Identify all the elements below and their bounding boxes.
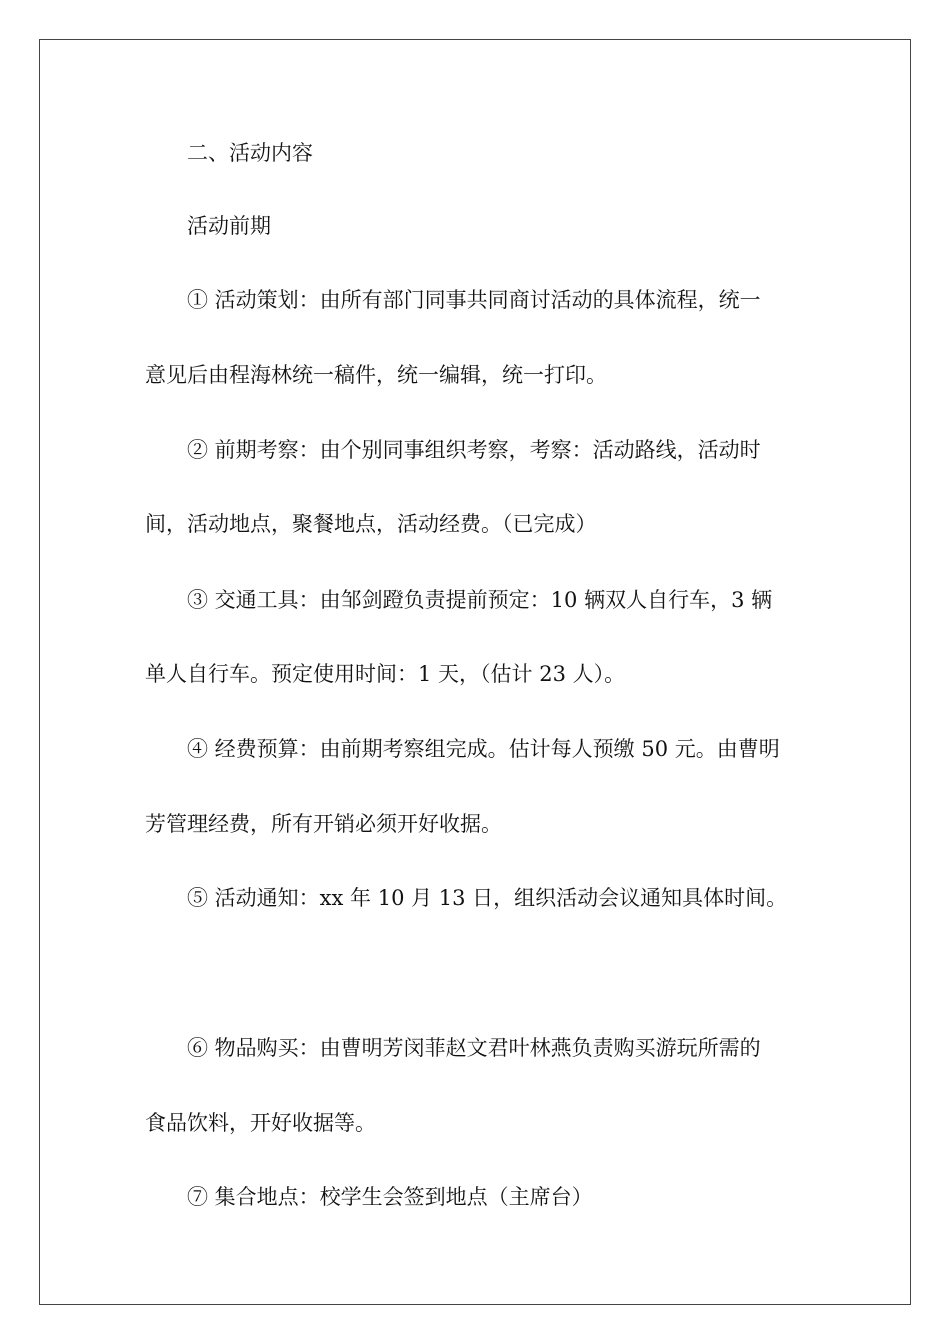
paragraph-line: 单人自行车。预定使用时间：1 天，（估计 23 人）。 xyxy=(145,662,626,686)
paragraph-line: ① 活动策划：由所有部门同事共同商讨活动的具体流程，统一 xyxy=(187,288,761,312)
paragraph-line: 食品饮料，开好收据等。 xyxy=(145,1111,376,1135)
paragraph-line: 意见后由程海林统一稿件，统一编辑，统一打印。 xyxy=(145,363,607,387)
paragraph-line: 芳管理经费，所有开销必须开好收据。 xyxy=(145,812,502,836)
paragraph-line: ⑥ 物品购买：由曹明芳闵菲赵文君叶林燕负责购买游玩所需的 xyxy=(187,1036,761,1060)
section-heading: 二、活动内容 xyxy=(187,141,313,165)
paragraph-line: 间，活动地点，聚餐地点，活动经费。（已完成） xyxy=(145,512,597,536)
subsection-heading: 活动前期 xyxy=(187,214,271,238)
paragraph-line: ⑦ 集合地点：校学生会签到地点（主席台） xyxy=(187,1185,593,1209)
paragraph-line: ⑤ 活动通知：xx 年 10 月 13 日，组织活动会议通知具体时间。 xyxy=(187,886,788,910)
paragraph-line: ④ 经费预算：由前期考察组完成。估计每人预缴 50 元。由曹明 xyxy=(187,737,780,761)
paragraph-line: ③ 交通工具：由邹剑蹬负责提前预定：10 辆双人自行车，3 辆 xyxy=(187,588,773,612)
paragraph-line: ② 前期考察：由个别同事组织考察，考察：活动路线，活动时 xyxy=(187,438,761,462)
